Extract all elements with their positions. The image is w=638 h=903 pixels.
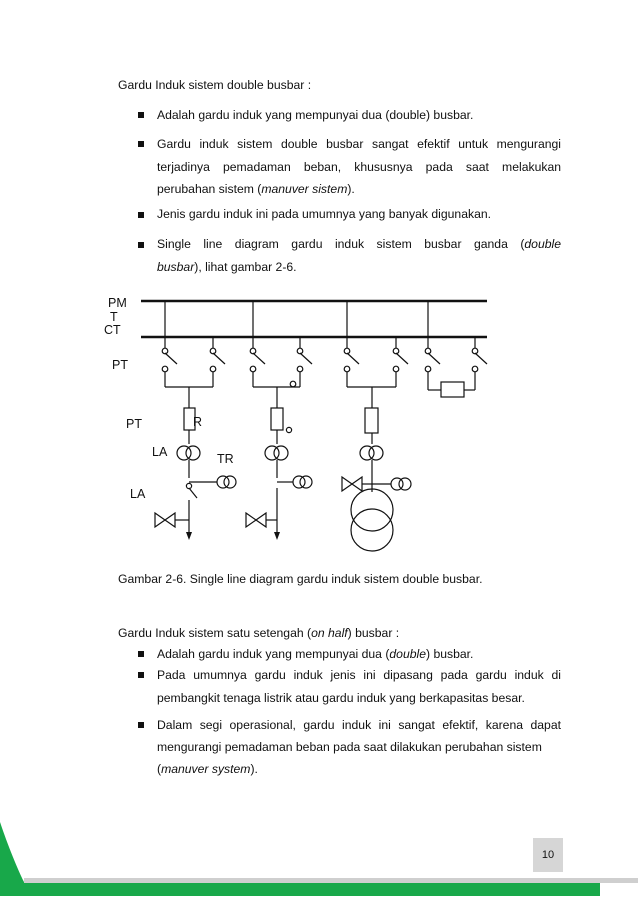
bullet-marker (138, 672, 144, 678)
footer-green-band (0, 822, 600, 896)
footer-stripe (24, 878, 638, 883)
section2-heading: Gardu Induk sistem satu setengah (on half) busbar : (118, 626, 400, 640)
label-t: T (110, 310, 118, 324)
section2-bullet-3-line-3: (manuver system). (157, 762, 258, 776)
ct-1a (177, 446, 191, 460)
ct-3b (369, 446, 383, 460)
label-r: R (193, 415, 203, 429)
section1-bullet-2-line-2: terjadinya pemadaman beban, khususnya pada saat melakukan (157, 160, 561, 174)
section1-heading: Gardu Induk sistem double busbar : (118, 78, 312, 92)
label-la-1: LA (152, 445, 168, 459)
transformer-primary (351, 489, 393, 531)
transformer-secondary (351, 509, 393, 551)
pt-1a (217, 476, 229, 488)
bullet-marker (138, 141, 144, 147)
bullet-marker (138, 112, 144, 118)
breaker-1 (184, 408, 195, 430)
bay-4-coupler (425, 301, 487, 397)
label-ct: CT (104, 323, 121, 337)
breaker-2 (271, 408, 283, 430)
bullet-marker (138, 722, 144, 728)
pt-2a (293, 476, 305, 488)
bay-3 (342, 301, 411, 551)
single-line-diagram (100, 285, 500, 555)
label-pt-1: PT (112, 358, 128, 372)
section1-bullet-4-line-1: Single line diagram gardu induk sistem busbar ganda (double (157, 237, 561, 251)
ct-2a (265, 446, 279, 460)
section2-bullet-2-line-1: Pada umumnya gardu induk jenis ini dipasang pada gardu induk di (157, 668, 561, 682)
section2-bullet-1: Adalah gardu induk yang mempunyai dua (double) busbar. (157, 647, 474, 661)
bullet-marker (138, 212, 144, 218)
la-symbol-3 (342, 477, 362, 491)
label-la-2: LA (130, 487, 146, 501)
ct-2b (274, 446, 288, 460)
arrow-down-icon (274, 532, 280, 540)
page-number: 10 (541, 849, 555, 861)
ct-1b (186, 446, 200, 460)
figure-caption: Gambar 2-6. Single line diagram gardu induk sistem double busbar. (118, 572, 483, 586)
ct-3a (360, 446, 374, 460)
la-symbol-2 (246, 513, 266, 527)
bullet-marker (138, 651, 144, 657)
la-symbol-1 (155, 513, 175, 527)
label-tr: TR (217, 452, 234, 466)
section1-bullet-4-line-2: busbar), lihat gambar 2-6. (157, 260, 297, 274)
label-pt-2: PT (126, 417, 142, 431)
breaker-3 (365, 408, 378, 433)
page-number-box (533, 838, 563, 872)
label-pm: PM (108, 296, 127, 310)
section1-bullet-1: Adalah gardu induk yang mempunyai dua (double) busbar. (157, 108, 474, 122)
section1-bullet-3: Jenis gardu induk ini pada umumnya yang banyak digunakan. (157, 207, 492, 221)
section2-bullet-3-line-1: Dalam segi operasional, gardu induk ini sangat efektif, karena dapat (157, 718, 561, 732)
section2-bullet-3-line-2: mengurangi pemadaman beban pada saat dilakukan perubahan sistem (157, 740, 542, 754)
arrow-down-icon (186, 532, 192, 540)
section1-bullet-2-line-1: Gardu induk sistem double busbar sangat efektif untuk mengurangi (157, 137, 561, 151)
section2-bullet-2-line-2: pembangkit tenaga listrik atau gardu induk yang berkapasitas besar. (157, 691, 525, 705)
coupler-breaker (441, 382, 464, 397)
bullet-marker (138, 242, 144, 248)
section1-bullet-2-line-3: perubahan sistem (manuver sistem). (157, 182, 355, 196)
